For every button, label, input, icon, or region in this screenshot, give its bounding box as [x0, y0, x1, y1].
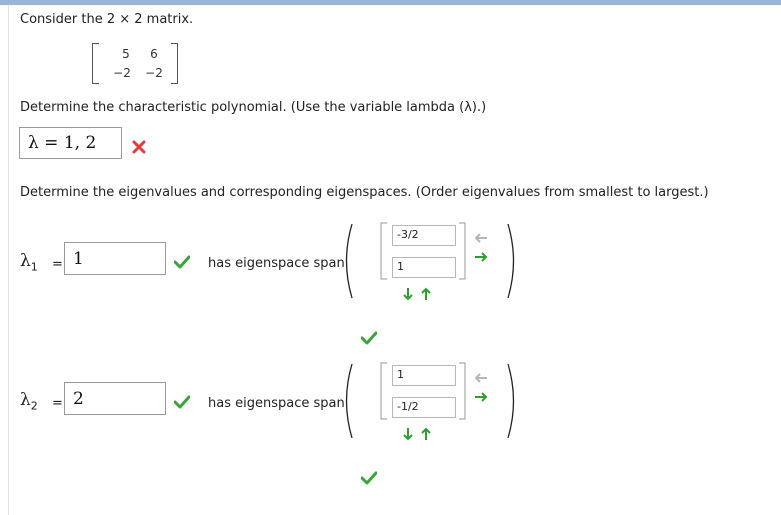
matrix-cell: −2	[145, 66, 163, 80]
vector-left-bracket	[380, 362, 388, 420]
eigenvector2-entry2[interactable]: -1/2	[392, 397, 456, 418]
arrow-up-icon[interactable]	[421, 427, 431, 441]
characteristic-polynomial-value: λ = 1, 2	[28, 133, 97, 153]
matrix-cell: −2	[113, 66, 131, 80]
matrix-left-bracket	[92, 43, 99, 84]
equals-sign: =	[52, 257, 63, 272]
characteristic-polynomial-input[interactable]	[19, 127, 122, 159]
matrix-right-bracket	[171, 43, 178, 84]
eigenvalue2-input[interactable]	[64, 382, 166, 415]
arrow-left-icon[interactable]	[474, 233, 488, 243]
arrow-right-icon[interactable]	[474, 392, 488, 402]
vector-right-bracket	[458, 362, 466, 420]
matrix-cell: 6	[150, 47, 158, 61]
eigenvector1-entry2[interactable]: 1	[392, 257, 456, 278]
vector-right-bracket	[458, 222, 466, 280]
lambda2-label: $\lambda_2$	[20, 390, 38, 413]
eigenspace1-label: has eigenspace span	[208, 256, 345, 271]
arrow-up-icon[interactable]	[421, 287, 431, 301]
x-icon	[132, 140, 146, 154]
vector-left-bracket	[380, 222, 388, 280]
arrow-down-icon[interactable]	[403, 287, 413, 301]
eigenvalue2-value: 2	[73, 388, 84, 409]
intro-text: Consider the 2 × 2 matrix.	[20, 12, 194, 27]
matrix-cell: 5	[122, 47, 130, 61]
matrix-display	[92, 43, 178, 83]
left-paren-icon	[340, 362, 354, 440]
arrow-right-icon[interactable]	[474, 252, 488, 262]
right-paren-icon	[506, 222, 520, 300]
arrow-left-icon[interactable]	[474, 373, 488, 383]
eigenspace2-label: has eigenspace span	[208, 396, 345, 411]
right-paren-icon	[506, 362, 520, 440]
check-icon	[174, 395, 190, 409]
check-icon	[361, 331, 377, 345]
equals-sign: =	[52, 396, 63, 411]
top-accent-bar	[0, 0, 781, 5]
left-paren-icon	[340, 222, 354, 300]
check-icon	[361, 471, 377, 485]
eigenvector1-entry1[interactable]: -3/2	[392, 225, 456, 246]
question2-text: Determine the eigenvalues and corresponding eigenspaces. (Order eigenvalues from smallest to largest.)	[20, 185, 709, 200]
lambda1-label: $\lambda_1$	[20, 251, 38, 274]
check-icon	[174, 255, 190, 269]
question1-text: Determine the characteristic polynomial. (Use the variable lambda (λ).)	[20, 100, 487, 115]
left-divider	[8, 5, 9, 515]
arrow-down-icon[interactable]	[403, 427, 413, 441]
eigenvalue1-input[interactable]	[64, 242, 166, 275]
eigenvalue1-value: 1	[73, 248, 84, 269]
eigenvector2-entry1[interactable]: 1	[392, 365, 456, 386]
